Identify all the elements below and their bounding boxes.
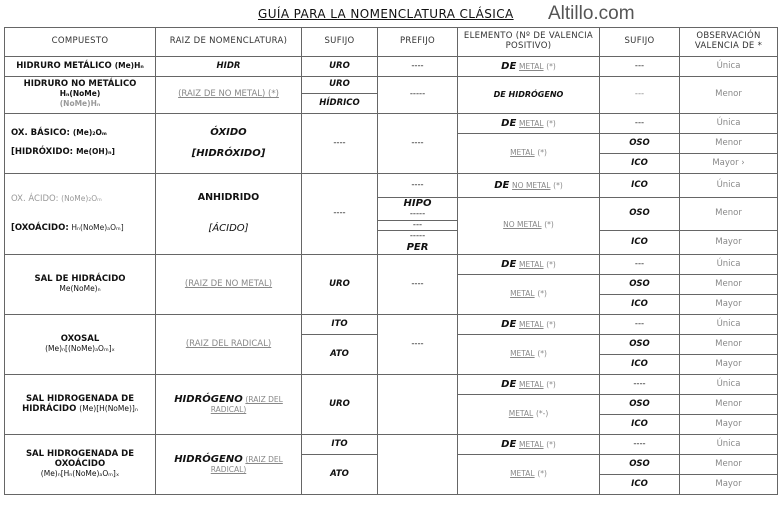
elemento-cell: DE METAL (*) (458, 57, 600, 77)
obs-cell: Menor (680, 335, 778, 355)
col-header-sufijo-2: SUFIJO (600, 28, 680, 57)
sufijo2-cell: ---- (600, 375, 680, 395)
compuesto-cell: OX. BÁSICO: (Me)₂Oₘ [HIDRÓXIDO: Me(OH)ₙ] (5, 114, 156, 174)
elemento-cell: DE METAL (*) (458, 114, 600, 134)
sufijo2-cell: OSO (600, 455, 680, 475)
prefijo-cell: ---- (378, 174, 458, 198)
obs-cell: Mayor (680, 295, 778, 315)
elemento-cell: METAL (*) (458, 134, 600, 174)
col-header-raiz: RAIZ DE NOMENCLATURA) (156, 28, 302, 57)
obs-cell: Menor (680, 455, 778, 475)
raiz-cell: (RAIZ DE NO METAL) (156, 255, 302, 315)
obs-cell: Única (680, 435, 778, 455)
raiz-cell: HIDRÓGENO (RAIZ DEL RADICAL) (156, 435, 302, 495)
obs-cell: Única (680, 114, 778, 134)
raiz-cell: HIDR (156, 57, 302, 77)
prefijo-cell: ---- (378, 57, 458, 77)
sufijo2-cell: ICO (600, 154, 680, 174)
raiz-cell: ANHIDRIDO [ÁCIDO] (156, 174, 302, 255)
page-title: GUÍA PARA LA NOMENCLATURA CLÁSICA (258, 7, 514, 21)
obs-cell: Mayor (680, 355, 778, 375)
sufijo-cell: ITO (302, 315, 378, 335)
sufijo2-cell: ICO (600, 174, 680, 198)
raiz-cell: HIDRÓGENO (RAIZ DEL RADICAL) (156, 375, 302, 435)
obs-cell: Única (680, 315, 778, 335)
elemento-cell: METAL (*) (458, 275, 600, 315)
obs-cell: Mayor (680, 415, 778, 435)
obs-cell: Mayor (680, 475, 778, 495)
table-row (5, 57, 778, 77)
obs-cell: Única (680, 57, 778, 77)
sufijo2-cell: OSO (600, 134, 680, 154)
table-header-row (5, 28, 778, 57)
table-row (5, 435, 778, 455)
obs-cell: Mayor (680, 231, 778, 255)
prefijo-cell: ----- PER (378, 231, 458, 255)
elemento-cell: NO METAL (*) (458, 198, 600, 255)
sufijo-cell: URO (302, 375, 378, 435)
compuesto-cell: OXOSAL (Me)ₙ[(NoMe)ₐOₘ]ₓ (5, 315, 156, 375)
elemento-cell: DE METAL (*) (458, 375, 600, 395)
sufijo2-cell: --- (600, 77, 680, 114)
table-row (5, 77, 778, 94)
elemento-cell: DE NO METAL (*) (458, 174, 600, 198)
elemento-cell: DE METAL (*) (458, 315, 600, 335)
sufijo2-cell: --- (600, 255, 680, 275)
col-header-elemento: ELEMENTO (Nº DE VALENCIA POSITIVO) (458, 28, 600, 57)
sufijo-cell: ITO (302, 435, 378, 455)
prefijo-cell (378, 435, 458, 495)
sufijo2-cell: ICO (600, 355, 680, 375)
raiz-cell: (RAIZ DE NO METAL) (*) (156, 77, 302, 114)
compuesto-cell: HIDRURO NO METÁLICO Hₙ(NoMe) (NoMe)Hₙ (5, 77, 156, 114)
col-header-sufijo: SUFIJO (302, 28, 378, 57)
col-header-compuesto: COMPUESTO (5, 28, 156, 57)
compuesto-cell: SAL HIDROGENADA DE OXOÁCIDO (Me)ₙ[Hₙ(NoMe)ₐOₘ]ₓ (5, 435, 156, 495)
raiz-cell: (RAIZ DEL RADICAL) (156, 315, 302, 375)
prefijo-cell: HIPO ----- (378, 198, 458, 221)
sufijo2-cell: ICO (600, 231, 680, 255)
elemento-cell: DE METAL (*) (458, 255, 600, 275)
elemento-cell: METAL (*) (458, 335, 600, 375)
sufijo2-cell: ICO (600, 475, 680, 495)
sufijo2-cell: ICO (600, 415, 680, 435)
compuesto-cell: HIDRURO METÁLICO (Me)Hₙ (5, 57, 156, 77)
sufijo2-cell: --- (600, 114, 680, 134)
obs-cell: Menor (680, 395, 778, 415)
obs-cell: Menor (680, 77, 778, 114)
obs-cell: Menor (680, 275, 778, 295)
table-row (5, 315, 778, 335)
prefijo-cell: --- (378, 220, 458, 231)
elemento-cell: DE METAL (*) (458, 435, 600, 455)
sufijo2-cell: OSO (600, 335, 680, 355)
table-row (5, 114, 778, 134)
sufijo2-cell: --- (600, 315, 680, 335)
prefijo-cell (378, 375, 458, 435)
obs-cell: Mayor › (680, 154, 778, 174)
obs-cell: Única (680, 375, 778, 395)
obs-cell: Menor (680, 198, 778, 231)
prefijo-cell: ---- (378, 114, 458, 174)
obs-cell: Única (680, 174, 778, 198)
sufijo2-cell: ICO (600, 295, 680, 315)
sufijo-cell: URO (302, 77, 378, 94)
prefijo-cell: ----- (378, 77, 458, 114)
sufijo-cell: URO (302, 57, 378, 77)
compuesto-cell: SAL DE HIDRÁCIDO Me(NoMe)ₙ (5, 255, 156, 315)
sufijo-cell: ATO (302, 455, 378, 495)
obs-cell: Menor (680, 134, 778, 154)
raiz-cell: ÓXIDO [HIDRÓXIDO] (156, 114, 302, 174)
table-row (5, 375, 778, 395)
table-row (5, 174, 778, 198)
sufijo2-cell: OSO (600, 395, 680, 415)
compuesto-cell: SAL HIDROGENADA DE HIDRÁCIDO (Me)[H(NoMe)]ₙ (5, 375, 156, 435)
elemento-cell: METAL (*) (458, 455, 600, 495)
sufijo-cell: ATO (302, 335, 378, 375)
elemento-cell: DE HIDRÓGENO (458, 77, 600, 114)
brand-watermark: Altillo.com (548, 3, 635, 24)
header (0, 0, 780, 28)
sufijo2-cell: OSO (600, 198, 680, 231)
col-header-prefijo: PREFIJO (378, 28, 458, 57)
prefijo-cell: ---- (378, 255, 458, 315)
sufijo2-cell: ---- (600, 435, 680, 455)
nomenclature-table (4, 27, 778, 495)
col-header-observacion: OBSERVACIÓN VALENCIA DE * (680, 28, 778, 57)
sufijo2-cell: --- (600, 57, 680, 77)
sufijo-cell: ---- (302, 174, 378, 255)
compuesto-cell: OX. ÁCIDO: (NoMe)₂Oₘ [OXOÁCIDO: Hₙ(NoMe)ₐOₘ] (5, 174, 156, 255)
sufijo-cell: URO (302, 255, 378, 315)
table-row (5, 255, 778, 275)
obs-cell: Única (680, 255, 778, 275)
sufijo-cell: ---- (302, 114, 378, 174)
prefijo-cell: ---- (378, 315, 458, 375)
sufijo-cell: HÍDRICO (302, 94, 378, 114)
sufijo2-cell: OSO (600, 275, 680, 295)
elemento-cell: METAL (*-) (458, 395, 600, 435)
